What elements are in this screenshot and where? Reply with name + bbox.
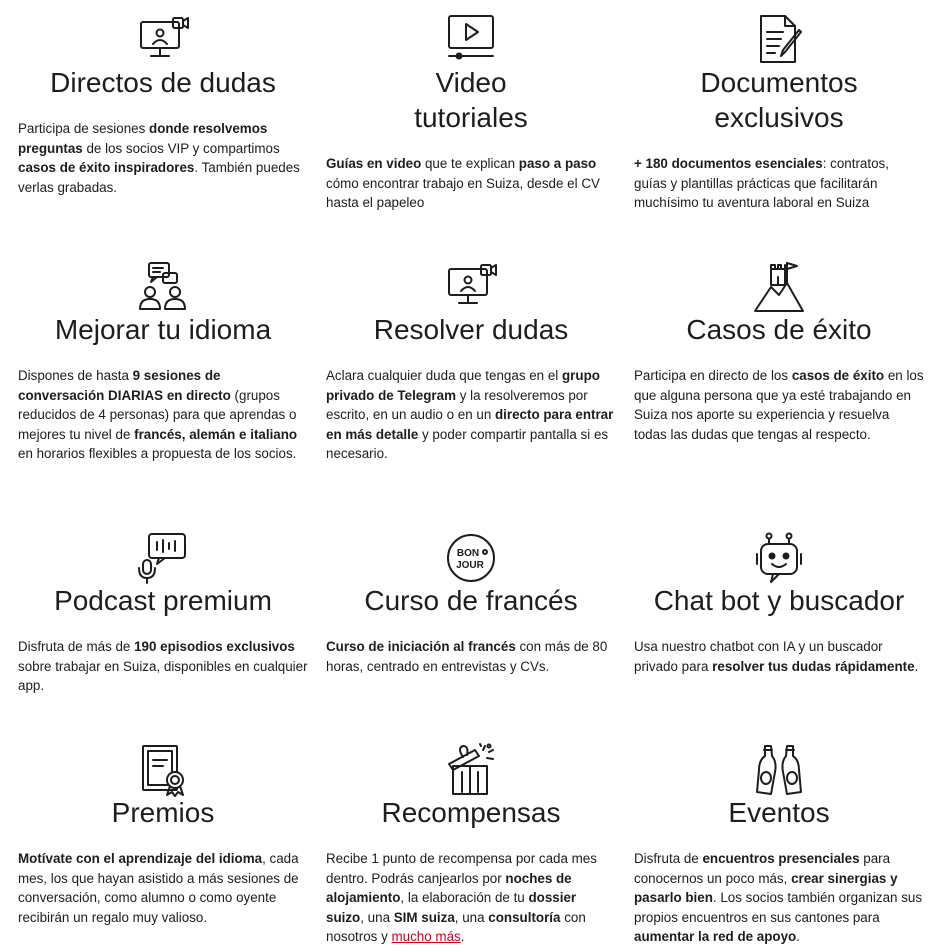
podcast-microphone-icon — [18, 530, 308, 586]
feature-description: Disfruta de más de 190 episodios exclusivos sobre trabajar en Suiza, disponibles en cualquier app. — [18, 639, 308, 693]
feature-title: Curso de francés — [364, 585, 578, 616]
chatbot-robot-icon — [634, 530, 924, 586]
feature-title: Documentos exclusivos — [700, 67, 858, 133]
feature-description: + 180 documentos esenciales: contratos, guías y plantillas prácticas que facilitarán muchísimo tu aventura laboral en Suiza — [634, 156, 889, 210]
feature-title: Eventos — [728, 797, 830, 828]
highlight-text: francés, alemán e italiano — [134, 426, 298, 442]
highlight-text: Curso de iniciación al francés — [326, 639, 516, 654]
highlight-text: grupo privado de Telegram — [326, 368, 600, 403]
highlight-text: directo para entrar en más detalle — [326, 407, 614, 442]
feature-description: Guías en video que te explican paso a paso cómo encontrar trabajo en Suiza, desde el CV hasta el papeleo — [326, 156, 600, 210]
highlight-text: 190 episodios exclusivos — [134, 639, 295, 654]
highlight-text: encuentros presenciales — [702, 851, 860, 866]
feature-title: Resolver dudas — [373, 314, 569, 345]
feature-description: Motívate con el aprendizaje del idioma, cada mes, los que hayan asistido a más sesiones de conversación, como alumno o como oyente recibirán un regalo muy valioso. — [18, 851, 299, 925]
gift-box-icon — [326, 742, 616, 798]
monitor-video-icon — [18, 12, 308, 68]
feature-title: Premios — [111, 797, 215, 828]
feature-description: Participa en directo de los casos de éxito en los que alguna persona que ya esté trabajando en Suiza nos aporte su experiencia y resuelva todas las dudas que tengas al respecto. — [634, 368, 924, 442]
bonjour-text-bottom: JOUR — [456, 560, 484, 571]
feature-description: Curso de iniciación al francés con más de 80 horas, centrado en entrevistas y CVs. — [326, 639, 608, 674]
beer-bottles-icon — [634, 742, 924, 798]
feature-description: Participa de sesiones donde resolvemos preguntas de los socios VIP y compartimos casos de éxito inspiradores. También puedes verlas grabadas. — [18, 121, 300, 195]
highlight-text: casos de éxito — [791, 368, 885, 383]
highlight-text: resolver tus dudas rápidamente — [712, 658, 915, 674]
highlight-text: noches de alojamiento — [326, 870, 572, 905]
highlight-text: SIM suiza — [393, 909, 455, 925]
bonjour-text-top: BON — [456, 548, 480, 559]
highlight-text: dossier suizo — [326, 890, 577, 925]
monitor-video-icon — [326, 259, 616, 315]
more-link[interactable]: mucho más — [391, 929, 461, 944]
highlight-text: Motívate con el aprendizaje del idioma — [18, 851, 263, 866]
feature-title: Chat bot y buscador — [653, 585, 905, 616]
highlight-text: + 180 documentos esenciales — [634, 156, 823, 171]
feature-title: Podcast premium — [54, 585, 272, 616]
feature-description: Usa nuestro chatbot con IA y un buscador privado para resolver tus dudas rápidamente. — [634, 639, 919, 674]
document-pen-icon — [634, 12, 924, 68]
feature-description: Disfruta de encuentros presenciales para conocernos un poco más, crear sinergias y pasarlo bien. Los socios también organizan sus propios encuentros en sus cantones para aumentar la red de apoyo. — [634, 851, 923, 944]
feature-title: Recompensas — [381, 797, 561, 828]
highlight-text: donde resolvemos preguntas — [18, 121, 268, 156]
feature-title: Mejorar tu idioma — [54, 314, 272, 345]
feature-description: Dispones de hasta 9 sesiones de conversación DIARIAS en directo (grupos reducidos de 4 personas) para que aprendas o mejores tu nivel de francés, alemán e italiano en horarios flexibles a propuesta de los socios. — [18, 368, 298, 461]
feature-description: Aclara cualquier duda que tengas en el grupo privado de Telegram y la resolveremos por escrito, en un audio o en un directo para entrar en más detalle y poder compartir pantalla si es necesario. — [326, 368, 614, 461]
highlight-text: consultoría — [488, 909, 561, 925]
feature-description: Recibe 1 punto de recompensa por cada mes dentro. Podrás canjearlos por noches de alojamiento, la elaboración de tu dossier suizo, una SIM suiza, una consultoría con nosotros y mucho más. — [326, 851, 597, 944]
conversation-people-icon — [18, 259, 308, 315]
highlight-text: aumentar la red de apoyo — [634, 929, 797, 944]
bonjour-badge-icon — [326, 530, 616, 586]
mountain-flag-icon — [634, 259, 924, 315]
feature-title: Casos de éxito — [686, 314, 872, 345]
highlight-text: paso a paso — [518, 156, 597, 171]
highlight-text: crear sinergias y pasarlo bien — [634, 870, 898, 905]
video-player-icon — [326, 12, 616, 68]
highlight-text: Guías en video — [326, 156, 422, 171]
highlight-text: 9 sesiones de conversación DIARIAS en directo — [18, 368, 231, 403]
feature-title: Directos de dudas — [50, 67, 276, 98]
highlight-text: casos de éxito inspiradores — [18, 160, 195, 175]
certificate-award-icon — [18, 742, 308, 798]
feature-title: Video tutoriales — [414, 67, 528, 133]
